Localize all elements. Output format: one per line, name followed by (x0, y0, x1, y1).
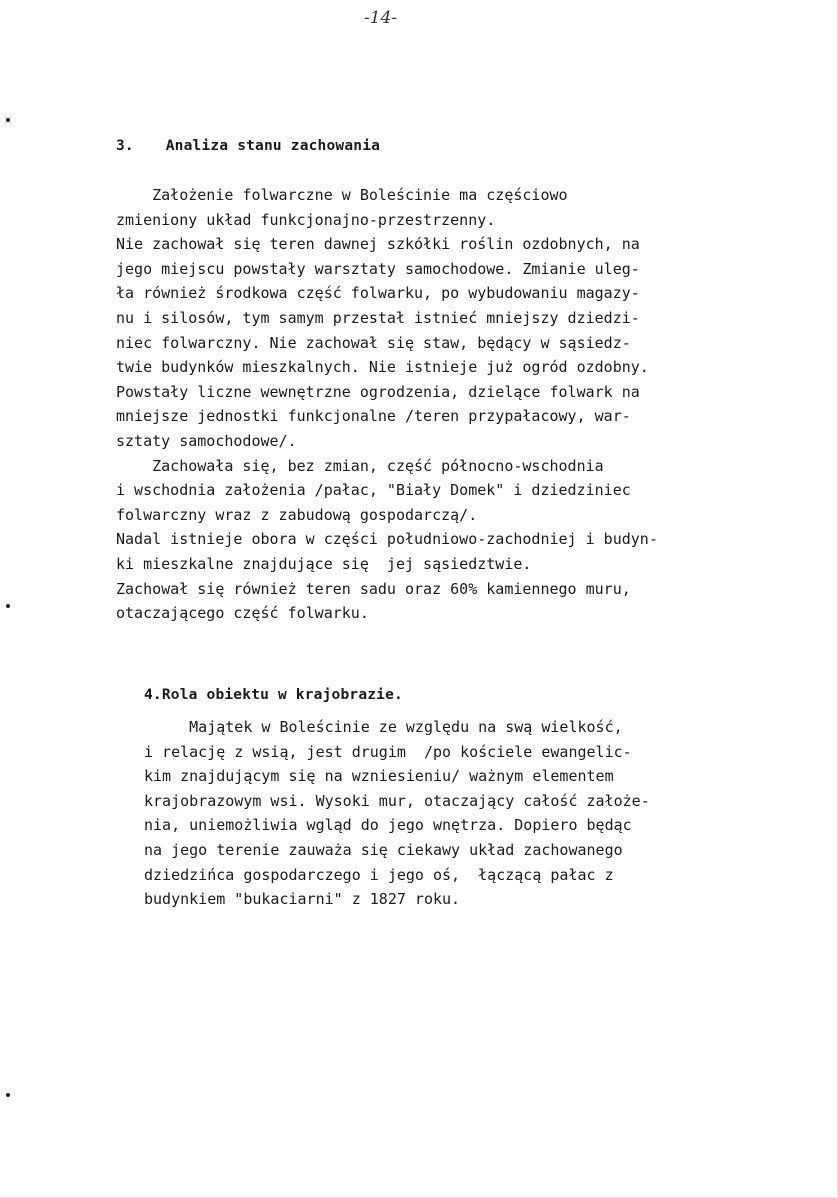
text-line: nu i silosów, tym samym przestał istnieć mniejszy dziedzi- (116, 308, 640, 327)
text-line: na jego terenie zauważa się ciekawy układ zachowanego (144, 840, 623, 859)
text-line: budynkiem "bukaciarni" z 1827 roku. (144, 890, 461, 909)
text-line: Nie zachował się teren dawnej szkółki roślin ozdobnych, na (116, 235, 640, 254)
text-line: zmieniony układ funkcjonajno-przestrzenny. (116, 210, 496, 229)
text-line: jego miejscu powstały warsztaty samochodowe. Zmianie uleg- (116, 259, 640, 278)
section-4-body (144, 715, 824, 912)
text-line: i relację z wsią, jest drugim /po kościele ewangelic- (144, 742, 632, 761)
section-3-heading (116, 138, 380, 154)
section-4-heading: 4.Rola obiektu w krajobrazie. (144, 687, 403, 703)
punch-hole-mark (6, 118, 10, 122)
punch-hole-mark (6, 1093, 10, 1097)
text-line: nia, uniemożliwia wgląd do jego wnętrza. Dopiero będąc (144, 816, 632, 835)
text-line: folwarczny wraz z zabudową gospodarczą/. (116, 505, 478, 524)
page-number: -14- (364, 8, 398, 28)
text-line: Nadal istnieje obora w części południowo-zachodniej i budyn- (116, 530, 658, 549)
text-line: Zachował się również teren sadu oraz 60% kamiennego muru, (116, 579, 631, 598)
text-line: twie budynków mieszkalnych. Nie istnieje już ogród ozdobny. (116, 358, 649, 377)
section-3-number: 3. (116, 138, 134, 154)
text-line: krajobrazowym wsi. Wysoki mur, otaczający całość założe- (144, 791, 650, 810)
text-line: mniejsze jednostki funkcjonalne /teren przypałacowy, war- (116, 407, 631, 426)
text-line: i wschodnia założenia /pałac, "Biały Domek" i dziedziniec (116, 481, 631, 500)
section-3-title: Analiza stanu zachowania (165, 138, 381, 154)
text-line: ki mieszkalne znajdujące się jej sąsiedztwie. (116, 554, 532, 573)
text-line: Założenie folwarczne w Boleścinie ma częściowo (116, 186, 568, 204)
text-line: Majątek w Boleścinie ze względu na swą wielkość, (144, 718, 623, 736)
text-line: kim znajdującym się na wzniesieniu/ ważnym elementem (144, 767, 614, 786)
text-line: sztaty samochodowe/. (116, 431, 297, 450)
punch-hole-mark (6, 604, 10, 608)
text-line: Powstały liczne wewnętrzne ogrodzenia, dzielące folwark na (116, 382, 640, 401)
text-line: dziedzińca gospodarczego i jego oś, łączącą pałac z (144, 865, 614, 884)
text-line: otaczającego część folwarku. (116, 604, 369, 623)
section-3-body (116, 183, 816, 626)
text-line: Zachowała się, bez zmian, część północno-wschodnia (116, 456, 604, 475)
text-line: ła również środkowa część folwarku, po wybudowaniu magazy- (116, 284, 640, 303)
text-line: niec folwarczny. Nie zachował się staw, będący w sąsiedz- (116, 333, 631, 352)
